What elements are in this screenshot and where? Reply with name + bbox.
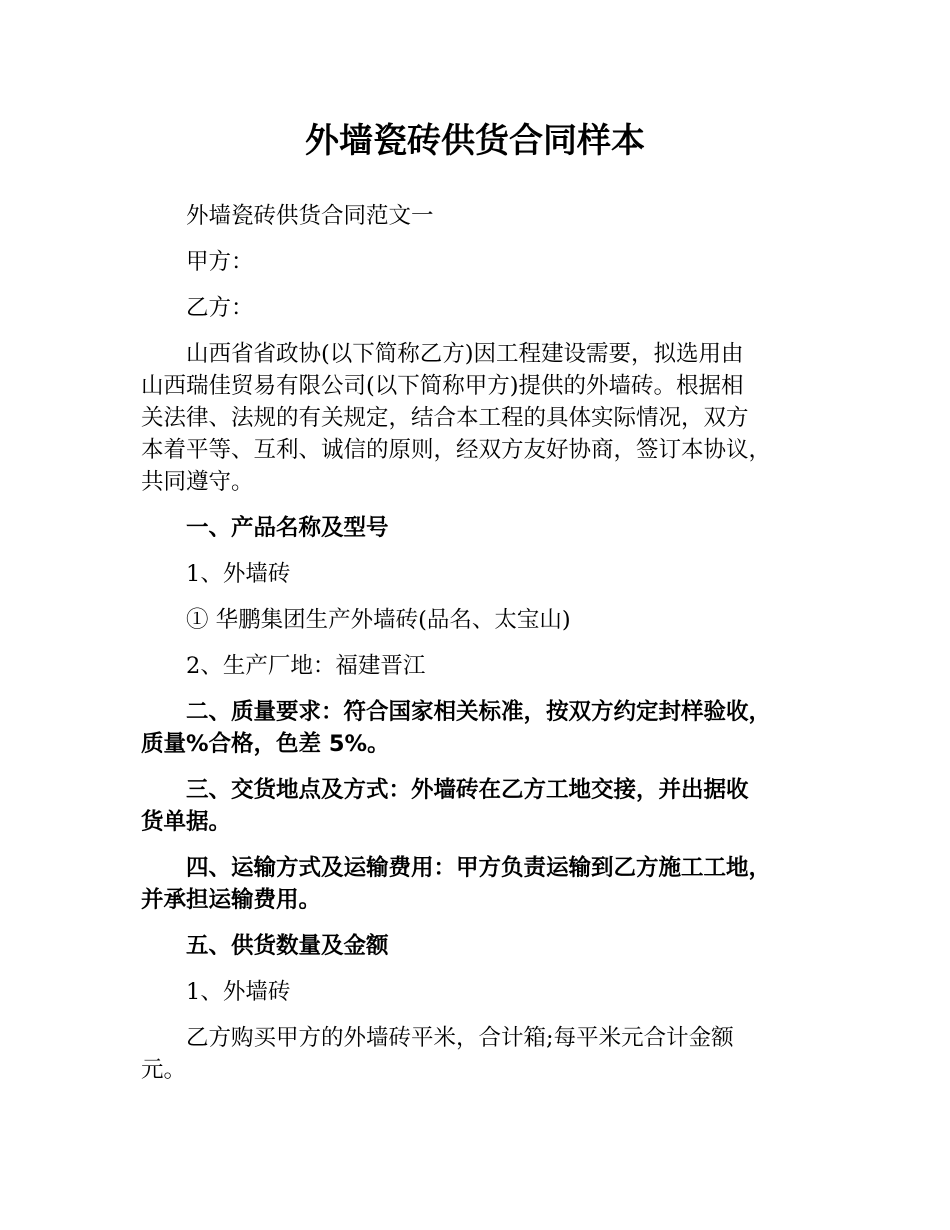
section3-paragraph bbox=[141, 774, 831, 838]
section5-detail-line: 乙方购买甲方的外墙砖平米，合计箱;每平米元合计金额 bbox=[186, 1025, 734, 1051]
section5-detail-line: 元。 bbox=[141, 1057, 187, 1083]
subtitle: 外墙瓷砖供货合同范文一 bbox=[186, 203, 434, 229]
section4-line: 四、运输方式及运输费用：甲方负责运输到乙方施工工地， bbox=[186, 855, 772, 881]
section5-detail-paragraph bbox=[141, 1022, 831, 1086]
intro-line: 山西瑞佳贸易有限公司(以下简称甲方)提供的外墙砖。根据相 bbox=[141, 373, 744, 399]
party-a-label: 甲方： bbox=[186, 249, 254, 275]
section2-paragraph bbox=[141, 696, 831, 760]
intro-line: 山西省省政协(以下简称乙方)因工程建设需要，拟选用由 bbox=[186, 341, 744, 367]
section5-item1: 1、外墙砖 bbox=[186, 979, 291, 1005]
section2-line: 质量%合格，色差 5%。 bbox=[141, 731, 390, 757]
section4-line: 并承担运输费用。 bbox=[141, 887, 322, 913]
party-b-label: 乙方： bbox=[186, 295, 254, 321]
intro-line: 本着平等、互利、诚信的原则，经双方友好协商，签订本协议， bbox=[141, 437, 772, 463]
intro-paragraph bbox=[141, 338, 831, 498]
section4-paragraph bbox=[141, 852, 831, 916]
document-body bbox=[141, 200, 831, 1100]
intro-line: 关法律、法规的有关规定，结合本工程的具体实际情况，双方 bbox=[141, 405, 749, 431]
section1-heading: 一、产品名称及型号 bbox=[186, 515, 389, 541]
section2-line: 二、质量要求：符合国家相关标准，按双方约定封样验收， bbox=[186, 699, 772, 725]
section5-heading: 五、供货数量及金额 bbox=[186, 933, 389, 959]
section1-item2: 2、生产厂地：福建晋江 bbox=[186, 653, 426, 679]
section3-line: 三、交货地点及方式：外墙砖在乙方工地交接，并出据收 bbox=[186, 777, 749, 803]
section3-line: 货单据。 bbox=[141, 809, 232, 835]
section1-item1-detail: ① 华鹏集团生产外墙砖(品名、太宝山) bbox=[186, 607, 571, 633]
intro-line: 共同遵守。 bbox=[141, 469, 254, 495]
section1-item1: 1、外墙砖 bbox=[186, 561, 291, 587]
document-title: 外墙瓷砖供货合同样本 bbox=[305, 121, 645, 161]
